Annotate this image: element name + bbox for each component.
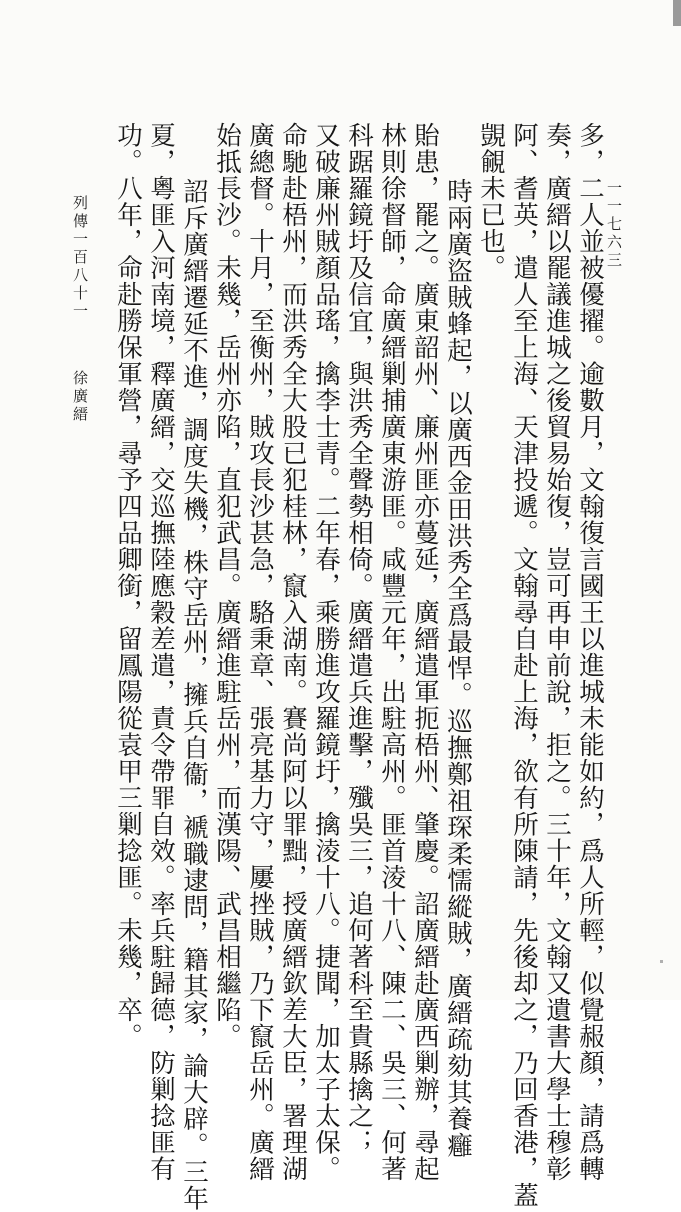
page-number: 一一七六三	[605, 180, 623, 270]
text-column-3: 阿、耆英，遣人至上海、天津投遞。文翰尋自赴上海，欲有所陳請，先後却之，乃回香港，蓋	[509, 122, 539, 1209]
scan-edge-mark	[673, 0, 681, 26]
text-column-2: 奏，廣縉以罷議進城之後貿易始復，豈可再申前說，拒之。三十年，文翰又遺書大學士穆彰	[542, 122, 572, 1182]
text-column-8: 科踞羅鏡圩及信宜，與洪秀全聲勢相倚。廣縉遣兵進擊，殲吳三，追何著科至貴縣擒之；	[344, 122, 374, 1156]
text-column-10: 命馳赴梧州，而洪秀全大股已犯桂林，竄入湖南。賽尚阿以罪黜，授廣縉欽差大臣，署理湖	[278, 122, 308, 1182]
text-column-7: 林則徐督師，命廣縉剿捕廣東游匪。咸豐元年，出駐高州。匪首淩十八、陳二、吳三、何著	[377, 122, 407, 1182]
text-column-14: 夏，粵匪入河南境，釋廣縉，交巡撫陸應穀差遣，責令帶罪自效。率兵駐歸德，防剿捻匪有	[146, 122, 176, 1182]
text-column-15: 功。八年，命赴勝保軍營，尋予四品卿銜，留鳳陽從袁甲三剿捻匪。未幾，卒。	[113, 122, 143, 1050]
text-column-5: 時兩廣盜賊蜂起，以廣西金田洪秀全爲最悍。巡撫鄭祖琛柔懦縱賊，廣縉疏劾其養癰	[443, 178, 473, 1159]
biography-name: 徐廣縉	[71, 370, 89, 424]
text-column-12: 始抵長沙。未幾，岳州亦陷，直犯武昌。廣縉進駐岳州，而漢陽、武昌相繼陷。	[212, 122, 242, 1050]
chapter-header: 列傳一百八十一	[71, 195, 89, 321]
text-column-6: 貽患，罷之。廣東韶州、廉州匪亦蔓延，廣縉遣軍扼梧州、肇慶。詔廣縉赴廣西剿辦，尋起	[410, 122, 440, 1182]
text-column-13: 詔斥廣縉遷延不進，調度失機，株守岳州，擁兵自衞，褫職逮問，籍其家，論大辟。三年	[179, 178, 209, 1212]
text-column-11: 廣總督。十月，至衡州，賊攻長沙甚急，駱秉章、張亮基力守，屢挫賊，乃下竄岳州。廣縉	[245, 122, 275, 1182]
text-column-1: 多，二人並被優擢。逾數月，文翰復言國王以進城未能如約，爲人所輕，似覺赧顏，請爲轉	[575, 122, 605, 1182]
scan-dot-mark	[660, 960, 663, 963]
text-column-4: 覬覦未已也。	[476, 122, 506, 281]
text-column-9: 又破廉州賊顏品瑤，擒李士青。二年春，乘勝進攻羅鏡圩，擒淩十八。捷聞，加太子太保。	[311, 122, 341, 1182]
